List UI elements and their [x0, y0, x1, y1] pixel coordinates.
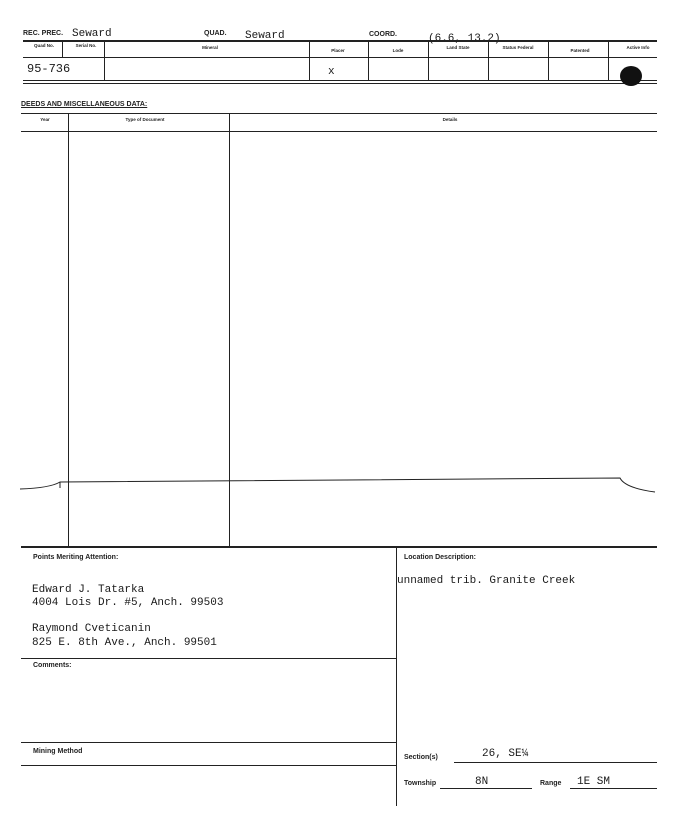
placer-mark: x: [328, 66, 335, 78]
range-value: 1E SM: [577, 776, 611, 788]
col-serial-no: Serial No.: [75, 43, 97, 48]
col-mineral: Mineral: [202, 45, 218, 50]
col-land-state: Land State: [446, 45, 470, 50]
section-value: 26, SE¼: [482, 748, 529, 760]
col-divider: [309, 41, 310, 80]
col-divider: [368, 41, 369, 80]
header-bottom-rule: [23, 80, 657, 81]
deeds-top-rule: [21, 113, 657, 114]
col-divider: [608, 41, 609, 80]
fold-line: [0, 470, 678, 500]
col-divider: [104, 41, 105, 80]
col-lode: Lode: [392, 48, 404, 53]
col-divider: [548, 41, 549, 80]
rec-prec-value: Seward: [72, 28, 112, 40]
range-line: [570, 788, 657, 789]
col-divider: [428, 41, 429, 80]
location-value: unnamed trib. Granite Creek: [397, 575, 576, 587]
active-dot: [620, 66, 642, 86]
deeds-col-type: Type of Document: [125, 117, 165, 122]
col-divider: [488, 41, 489, 80]
points-label: Points Meriting Attention:: [33, 554, 119, 561]
mining-rule: [21, 742, 396, 743]
quad-value: Seward: [245, 30, 285, 42]
coord-value: (6.6, 13.2): [428, 33, 501, 45]
col-placer: Placer: [331, 48, 345, 53]
col-active-info: Active Info: [626, 45, 650, 50]
header-bottom-rule-2: [23, 83, 657, 84]
deeds-title: DEEDS AND MISCELLANEOUS DATA:: [21, 101, 148, 108]
mining-method-label: Mining Method: [33, 748, 83, 755]
section-label: Section(s): [404, 754, 438, 761]
deeds-header-rule: [21, 131, 657, 132]
contact2-name: Raymond Cveticanin: [32, 623, 151, 635]
header-sub-rule: [23, 57, 657, 58]
col-divider: [62, 41, 63, 57]
col-patented: Patented: [570, 48, 590, 53]
col-quad-no: Quad No.: [34, 43, 54, 48]
header-top-rule: [23, 40, 657, 42]
deeds-col-year: Year: [40, 117, 50, 122]
township-value: 8N: [475, 776, 489, 788]
rec-prec-label: REC. PREC.: [23, 30, 64, 37]
range-label: Range: [540, 780, 562, 787]
col-status-federal: Status Federal: [502, 45, 534, 50]
contact1-name: Edward J. Tatarka: [32, 584, 145, 596]
coord-label: COORD.: [369, 31, 397, 38]
bottom-top-rule: [21, 546, 657, 548]
section-line: [454, 762, 657, 763]
deeds-col-details: Details: [442, 117, 458, 122]
mining-bottom-rule: [21, 765, 396, 766]
contact1-address: 4004 Lois Dr. #5, Anch. 99503: [32, 597, 224, 609]
township-label: Township: [404, 780, 437, 787]
location-label: Location Description:: [404, 554, 476, 561]
comments-label: Comments:: [33, 662, 72, 669]
township-line: [440, 788, 532, 789]
quad-no-value: 95-736: [27, 62, 71, 76]
contact2-address: 825 E. 8th Ave., Anch. 99501: [32, 637, 217, 649]
comments-rule: [21, 658, 396, 659]
quad-label: QUAD.: [204, 30, 227, 37]
